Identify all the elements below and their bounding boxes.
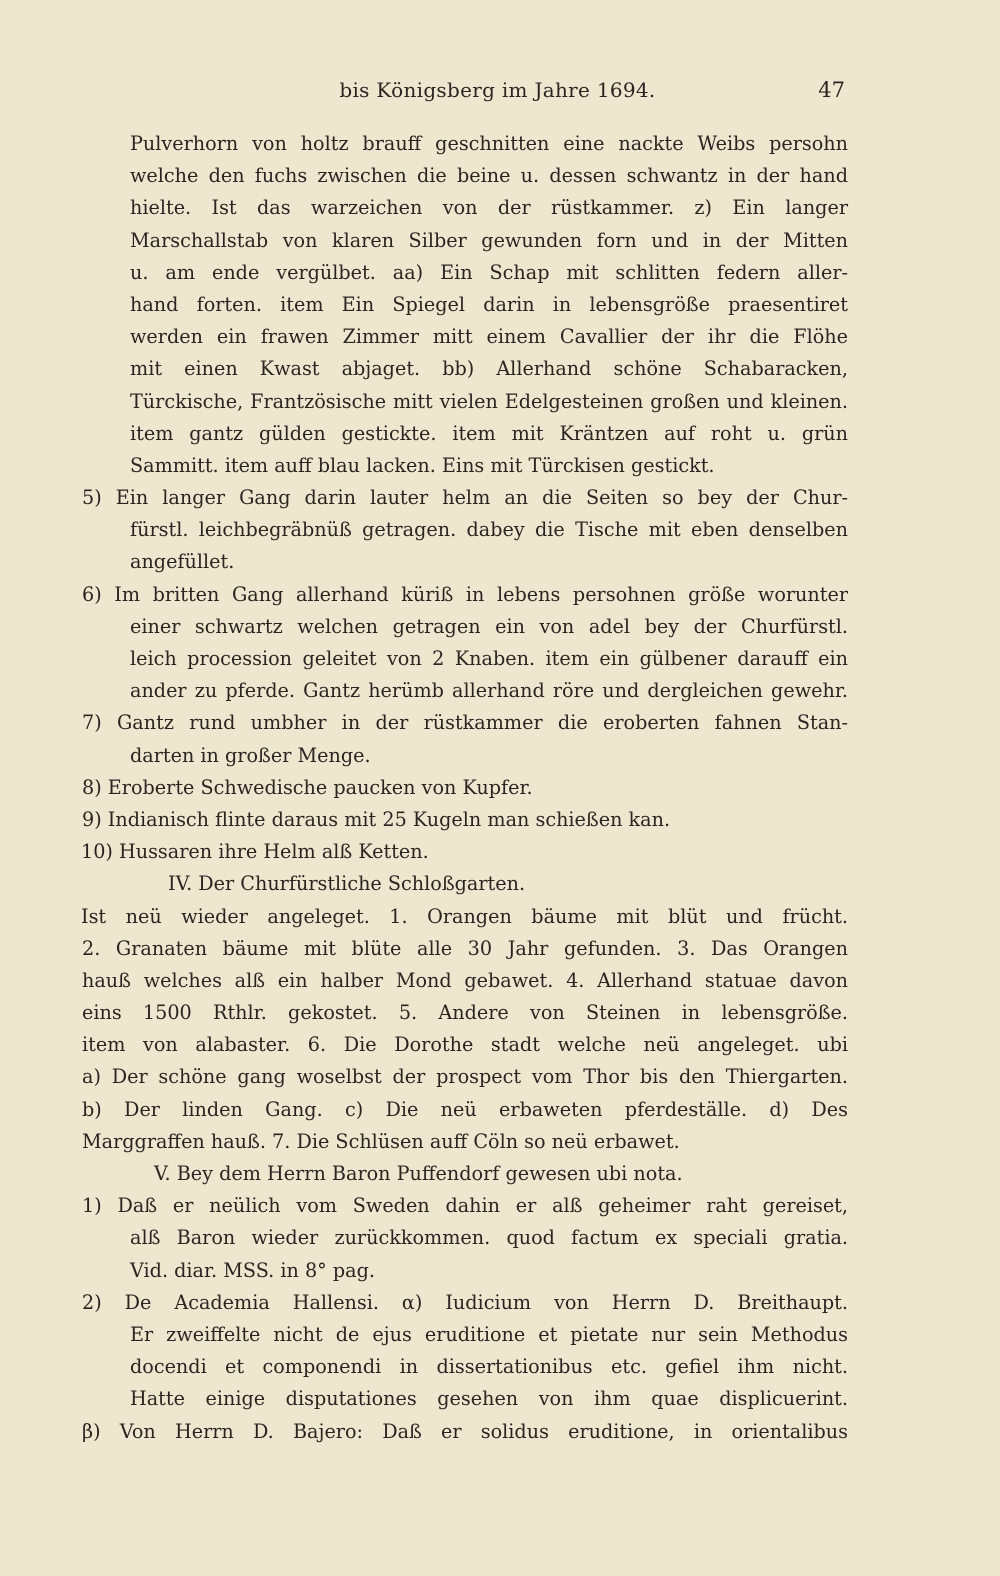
text-line: hielte. Ist das warzeichen von der rüstkammer. z) Ein langer (130, 196, 848, 220)
text-line: Sammitt. item auff blau lacken. Eins mit Türckisen gestickt. (130, 453, 715, 477)
text-line: eins 1500 Rthlr. gekostet. 5. Andere von Steinen in lebensgröße. (82, 1001, 848, 1025)
text-line: V. Bey dem Herrn Baron Puffendorf gewesen ubi nota. (154, 1162, 683, 1185)
text-line: b) Der linden Gang. c) Die neü erbaweten pferdeställe. d) Des (82, 1097, 848, 1121)
text-line: IV. Der Churfürstliche Schloßgarten. (168, 872, 526, 896)
page-number: 47 (818, 78, 845, 102)
text-line: 1) Daß er neülich vom Sweden dahin er alß geheimer raht gereiset, (82, 1194, 848, 1218)
text-line: 9) Indianisch flinte daraus mit 25 Kugeln man schießen kan. (82, 807, 671, 831)
text-line: Türckische, Frantzösische mitt vielen Edelgesteinen großen und kleinen. (130, 389, 848, 413)
text-line: fürstl. leichbegräbnüß getragen. dabey die Tische mit eben denselben (130, 518, 848, 542)
text-line: u. am ende vergülbet. aa) Ein Schap mit schlitten federn aller- (130, 260, 848, 284)
text-line: Marggraffen hauß. 7. Die Schlüsen auff Cöln so neü erbawet. (82, 1129, 680, 1153)
text-line: ander zu pferde. Gantz herümb allerhand röre und dergleichen gewehr. (130, 679, 848, 703)
text-line: Marschallstab von klaren Silber gewunden forn und in der Mitten (130, 228, 848, 252)
text-line: alß Baron wieder zurückkommen. quod factum ex speciali gratia. (130, 1226, 848, 1250)
running-title: bis Königsberg im Jahre 1694. (339, 78, 656, 102)
text-line: a) Der schöne gang woselbst der prospect vom Thor bis den Thiergarten. (82, 1065, 848, 1089)
text-line: 8) Eroberte Schwedische paucken von Kupfer. (82, 775, 533, 799)
text-line: darten in großer Menge. (130, 743, 371, 767)
text-line: Hatte einige disputationes gesehen von ihm quae displicuerint. (130, 1387, 848, 1411)
text-line: hand forten. item Ein Spiegel darin in lebensgröße praesentiret (130, 292, 848, 316)
text-line: Ist neü wieder angeleget. 1. Orangen bäume mit blüt und frücht. (81, 904, 848, 928)
text-line: β) Von Herrn D. Bajero: Daß er solidus eruditione, in orientalibus (82, 1419, 848, 1443)
body-text (81, 128, 848, 1448)
text-line: welche den fuchs zwischen die beine u. dessen schwantz in der hand (130, 164, 848, 188)
text-line: 5) Ein langer Gang darin lauter helm an die Seiten so bey der Chur- (82, 486, 848, 510)
page-header (0, 78, 995, 108)
text-line: 6) Im britten Gang allerhand küriß in lebens persohnen größe worunter (82, 582, 848, 606)
text-line: docendi et componendi in dissertationibus etc. gefiel ihm nicht. (130, 1355, 848, 1379)
text-line: 7) Gantz rund umbher in der rüstkammer die eroberten fahnen Stan- (82, 711, 848, 735)
text-line: Pulverhorn von holtz brauff geschnitten eine nackte Weibs persohn (130, 132, 848, 155)
text-line: Vid. diar. MSS. in 8° pag. (130, 1258, 375, 1282)
text-line: einer schwartz welchen getragen ein von adel bey der Churfürstl. (130, 614, 848, 638)
text-line: 2) De Academia Hallensi. α) Iudicium von Herrn D. Breithaupt. (82, 1290, 848, 1314)
text-line: 10) Hussaren ihre Helm alß Ketten. (81, 840, 429, 864)
text-line: leich procession geleitet von 2 Knaben. item ein gülbener darauff ein (130, 647, 848, 670)
text-line: hauß welches alß ein halber Mond gebawet. 4. Allerhand statuae davon (82, 968, 848, 992)
text-line: 2. Granaten bäume mit blüte alle 30 Jahr gefunden. 3. Das Orangen (82, 936, 848, 960)
text-line: werden ein frawen Zimmer mitt einem Cavallier der ihr die Flöhe (130, 325, 848, 349)
text-line: mit einen Kwast abjaget. bb) Allerhand schöne Schabaracken, (130, 357, 848, 381)
text-line: item gantz gülden gestickte. item mit Kräntzen auf roht u. grün (130, 421, 848, 445)
text-line: angefüllet. (130, 550, 235, 574)
text-line: Er zweiffelte nicht de ejus eruditione et pietate nur sein Methodus (130, 1322, 848, 1346)
text-line: item von alabaster. 6. Die Dorothe stadt welche neü angeleget. ubi (82, 1033, 848, 1057)
